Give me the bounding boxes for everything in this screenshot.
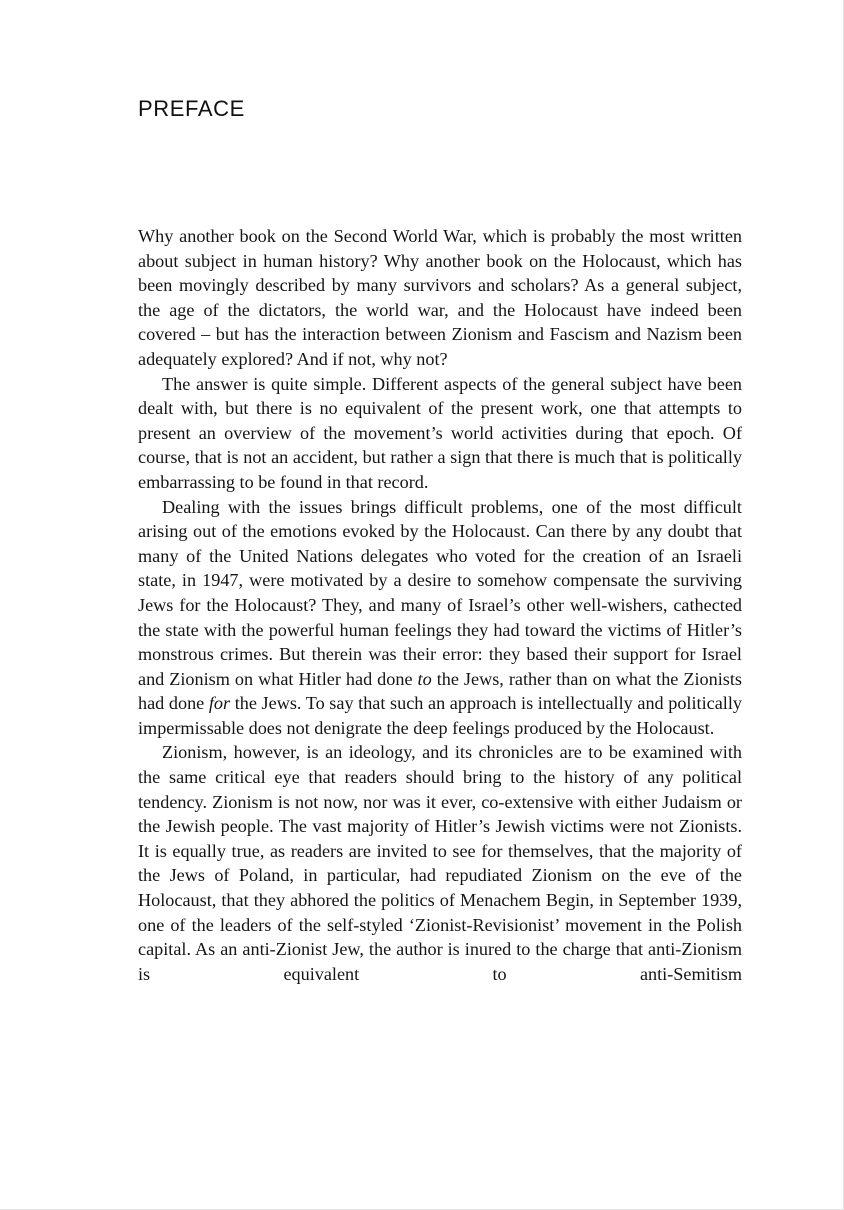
paragraph-3-text-c: the Jews. To say that such an approach is intellectually and politically impermissable does not denigrate the deep feelings produced by the Holocaust.	[138, 693, 742, 738]
chapter-heading: PREFACE	[138, 96, 245, 121]
paragraph-3	[138, 495, 742, 741]
paragraph-1: Why another book on the Second World War, which is probably the most written about subject in human history? Why another book on the Holocaust, which has been movingly described by many survivors and scholars? As a general subject, the age of the dictators, the world war, and the Holocaust have indeed been covered – but has the interaction between Zionism and Fascism and Nazism been adequately explored? And if not, why not?	[138, 226, 742, 369]
paragraph-2: The answer is quite simple. Different aspects of the general subject have been dealt with, but there is no equivalent of the present work, one that attempts to present an overview of the movement’s world activities during that epoch. Of course, that is not an accident, but rather a sign that there is much that is politically embarrassing to be found in that record.	[138, 373, 742, 492]
paragraph-3-text-a: Dealing with the issues brings difficult problems, one of the most difficult arising out of the emotions evoked by the Holocaust. Can there by any doubt that many of the United Nations delegates who voted for the creation of an Israeli state, in 1947, were motivated by a desire to somehow compensate the surviving Jews for the Holocaust? They, and many of Israel’s other well-wishers, cathected the state with the powerful human feelings they had toward the victims of Hitler’s monstrous crimes. But therein was their error: they based their support for Israel and Zionism on what Hitler had done	[138, 496, 742, 689]
paragraph-3-text-b: the Jews, rather than on what the Zionists had done	[138, 668, 742, 714]
paragraph-3-emphasis-for: for	[208, 693, 231, 714]
body-text	[138, 224, 742, 986]
paragraph-3-emphasis-to: to	[417, 668, 432, 689]
paragraph-4: Zionism, however, is an ideology, and its chronicles are to be examined with the same critical eye that readers should bring to the history of any political tendency. Zionism is not now, nor was it ever, co-extensive with either Judaism or the Jewish people. The vast majority of Hitler’s Jewish victims were not Zionists. It is equally true, as readers are invited to see for themselves, that the majority of the Jews of Poland, in particular, had repudiated Zionism on the eve of the Holocaust, that they abhored the politics of Menachem Begin, in September 1939, one of the leaders of the self-styled ‘Zionist-Revisionist’ movement in the Polish capital. As an anti-Zionist Jew, the author is inured to the charge that anti-Zionism is equivalent to anti-Semitism	[138, 742, 742, 984]
